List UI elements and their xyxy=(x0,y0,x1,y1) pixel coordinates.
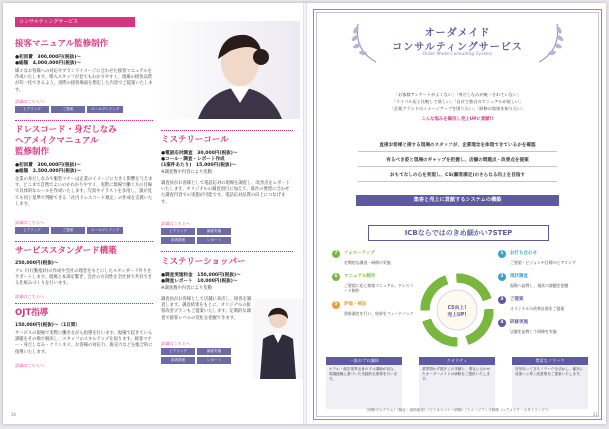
cycle-center-line-2: 売上UP! xyxy=(447,313,467,318)
feature-box xyxy=(326,357,402,409)
divider xyxy=(15,303,153,304)
chip: 改善提案 xyxy=(161,237,195,244)
step-desc: オリジナルの改善計画をご提案 xyxy=(510,306,565,311)
point-line: 直接お客様と接する現場のスタッフが、企業理念を体現できているかを確認 xyxy=(379,143,536,148)
chip: 改善提案 xyxy=(161,357,195,364)
intro-line: 「企業ブランドのイメージアップを図りたい」「研修の効果を知りたい」 xyxy=(389,106,526,111)
intro-highlight: こんな悩みを解決し売上UPに貢献!! xyxy=(421,117,494,122)
feature-title: 一流のプロ講師 xyxy=(326,357,402,365)
step-5 xyxy=(332,301,412,309)
feature-title: クオリティ xyxy=(419,357,495,365)
chip: ご提案 xyxy=(51,106,85,113)
detail-link[interactable]: 詳細はこちらへ xyxy=(15,220,45,225)
heading-mystery-shopper: ミステリーショッパー xyxy=(161,257,246,267)
cycle-center-line-1: CS向上! xyxy=(447,306,467,311)
price-line: ●総額 4,000,000円(税抜)〜 xyxy=(15,61,82,66)
chip: ロールプレイング xyxy=(87,106,123,113)
chip: ロールプレイング xyxy=(87,227,123,234)
heading-service-standard: サービススタンダード構築 xyxy=(15,246,117,256)
feature-box xyxy=(512,357,588,409)
step-desc: 定期的な調査・研修の実施 xyxy=(344,260,391,265)
chip: ヒアリング xyxy=(15,106,49,113)
system-banner: 集客と売上に貢献するシステムの構築 xyxy=(356,195,559,206)
card-subtitle: Order Made Consulting System xyxy=(422,52,493,57)
page-number: 30 xyxy=(11,412,17,417)
feature-text: ホテル・航空業界出身のプロ講師が担当。現場経験に基づいた実践的な指導を行います。 xyxy=(329,367,398,381)
chip: ご提案 xyxy=(51,227,85,234)
left-page xyxy=(3,3,303,424)
step-6 xyxy=(332,273,412,281)
brochure-spread xyxy=(3,3,606,424)
detail-link[interactable]: 詳細はこちらへ xyxy=(161,341,191,346)
step-desc: 現場へ訪問し、現状の課題を把握 xyxy=(510,283,569,288)
heading-ojt: OJT指導 xyxy=(15,308,49,318)
chip: ヒアリング xyxy=(15,227,49,234)
divider xyxy=(358,181,557,182)
program-footer: 《研修プログラム》《検定・資格取得》《ビジネスマナー研修》《イメージアップ研修（ヘアメイク・スタイリング）》 xyxy=(364,408,551,412)
intro-line: 「ライバル店と比較して欲しい」「自社で独自のマニュアルが欲しい」 xyxy=(391,99,524,104)
step-label: ご提案 xyxy=(510,297,524,302)
point-line: おもてなしの心を実現し、CS(顧客満足)のさらなる向上を目指す xyxy=(390,173,525,178)
price-line: ●調査実施料金 150,000円(税抜)〜 xyxy=(161,273,241,278)
heading-dress-code-2: ヘアメイクマニュアル xyxy=(15,136,99,146)
heading-manual: 接客マニュアル監修制作 xyxy=(15,39,109,49)
step-label: マニュアル制作 xyxy=(344,274,376,279)
chip: ヒアリング xyxy=(161,348,195,355)
step-label: 評価・検証 xyxy=(344,302,367,307)
feature-text: 長年培ってきたノウハウを活かし、確実に成果へと導く改善策をご提案いたします。 xyxy=(515,367,584,376)
price-line: ●コール・調査・レポート作成 xyxy=(161,157,225,162)
process-chips xyxy=(161,348,253,364)
body-text: 調査員がお客様として電話応対の現場を調査し、改善点をレポートいたします。オリジナルの調査項目に加えて、貴社の要望に合わせた調査内容での実施が可能です。電話応対品質の向上につなげます。 xyxy=(161,181,290,205)
chip: 調査実施 xyxy=(197,228,231,235)
process-chips xyxy=(15,227,123,234)
price-line: (1案件あたり) 15,000円(税抜)〜 xyxy=(161,163,237,168)
step-number: 7 xyxy=(332,250,340,258)
step-desc: 店舗を訪問して研修を実施 xyxy=(510,329,557,334)
feature-title: 豊富なノウハウ xyxy=(512,357,588,365)
section-tag: コンサルティングサービス xyxy=(15,17,135,27)
feature-text: 業界問わず数多くの実績と、貴社に合わせたオーダーメイドの研修をご提供いたします。 xyxy=(422,367,491,381)
note-text: ※調査数や内容により変動 xyxy=(161,286,212,291)
heading-mystery-call: ミステリーコール xyxy=(161,135,229,145)
heading-dress-code-3: 監修制作 xyxy=(15,147,50,157)
step-2 xyxy=(498,273,578,281)
step-desc: ご要望に応じ接客マニュアル、ドレスコード制作 xyxy=(344,283,414,294)
divider xyxy=(161,130,293,131)
step-number: 2 xyxy=(498,273,506,281)
chip: ヒアリング xyxy=(161,228,195,235)
feature-box xyxy=(419,357,495,409)
price-line: ●調査レポート 10,000円(税抜)〜 xyxy=(161,279,238,284)
step-desc: ご要望・ビジョンや目標のヒアリング xyxy=(510,260,576,265)
step-label: お打ち合わせ xyxy=(510,251,537,256)
body-text: 企業の身だしなみや服装マナーは企業のイメージに大きく影響を与えます。どこまで自然でよいのかわかりやすく、実際に現場で働く方の目線で具体的なルールを作成いたします。写真やイラストを多用し、誰が見ても同じ基準で判断できる「社内ドレスコード規定」の作成を支援いたします。 xyxy=(15,177,153,207)
point-line: 有るべき姿と現場のギャップを把握し、店舗の問題点・改善点を提案 xyxy=(386,158,529,163)
step-number: 6 xyxy=(332,273,340,281)
card-title-line-2: コンサルティングサービス xyxy=(392,42,523,53)
detail-link[interactable]: 詳細はこちらへ xyxy=(15,363,45,368)
seven-step-title: ICBならではのきめ細かい7STEP xyxy=(368,225,549,241)
step-number: 5 xyxy=(332,301,340,309)
step-desc: 効果測定を行い、結果をフィードバック xyxy=(344,311,414,316)
detail-link[interactable]: 詳細はこちらへ xyxy=(15,99,45,104)
step-label: フォローアップ xyxy=(344,251,375,256)
step-number: 4 xyxy=(498,319,506,327)
step-label: 現状調査 xyxy=(510,274,528,279)
price-line: 250,000円(税抜)〜 xyxy=(15,261,59,266)
detail-link[interactable]: 詳細はこちらへ xyxy=(161,221,191,226)
heading-dress-code: ドレスコード・身だしなみ xyxy=(15,125,117,135)
body-text: 様々なお客様への対応やブランドイメージに合わせた接客マニュアルを作成いたします。導入スタッフが見てもわかりやすく、現場の接客品質が均一化できるよう、実際の接客場面を想定した内容でご提案いたします。 xyxy=(15,69,153,93)
process-chips xyxy=(161,228,261,244)
intro-line: 「お客様アンケートがよくない」「身だしなみが統一されていない」 xyxy=(393,92,522,97)
staff-photo xyxy=(158,21,300,119)
price-line: ●初回費 300,000円(税抜)〜 xyxy=(15,163,81,168)
page-number: 31 xyxy=(592,412,598,417)
step-label: 研修実施 xyxy=(510,320,528,325)
consulting-card xyxy=(313,9,602,420)
step-number: 3 xyxy=(498,296,506,304)
step-7 xyxy=(332,250,412,258)
price-line: 150,000円(税抜)〜（1日間） xyxy=(15,323,81,328)
detail-link[interactable]: 詳細はこちらへ xyxy=(15,294,45,299)
step-3 xyxy=(498,296,578,304)
step-number: 1 xyxy=(498,250,506,258)
divider xyxy=(358,166,557,167)
divider xyxy=(161,251,293,252)
chip: レポート xyxy=(197,357,231,364)
note-text: ※調査数や内容により変動 xyxy=(161,170,212,175)
step-1 xyxy=(498,250,578,258)
body-text: サービスの現場で実際に働きながら指導を行います。現場で起きている課題をその場で解決し、スタッフのスキルアップを図ります。接客マナー・身だしなみ・クリンネス、お客様の対応力、販売力などを総合的に指導いたします。 xyxy=(15,331,153,355)
price-line: ●電話応対調査 30,000円(税抜)〜 xyxy=(161,151,238,156)
body-text: 調査員がお客様として店舗に来店し、接客を調査します。調査結果をもとに、オリジナルの接客改善プランもご提案いたします。定期的な調査で接客レベルの変化を把握できます。 xyxy=(161,297,252,321)
process-chips xyxy=(15,106,123,113)
divider xyxy=(15,241,153,242)
divider xyxy=(15,120,153,121)
chip: レポート xyxy=(197,237,231,244)
right-page xyxy=(307,3,606,424)
price-line: ●初回費 300,000円(税抜)〜 xyxy=(15,55,81,60)
divider xyxy=(358,151,557,152)
step-4 xyxy=(498,319,578,327)
card-title-line-1: オーダメイド xyxy=(424,28,491,39)
price-line: ●総額 2,500,000円(税抜)〜 xyxy=(15,169,82,174)
staff-photo-2 xyxy=(253,299,303,379)
chip: 調査実施 xyxy=(197,348,231,355)
body-text: クレド(行動指針)の作成や会社の理念をもとにしたスタンダード作りをサポートします。現場と本部を繋ぎ、会社の方向性を全社員で共有できる仕組みづくりを行います。 xyxy=(15,269,152,287)
